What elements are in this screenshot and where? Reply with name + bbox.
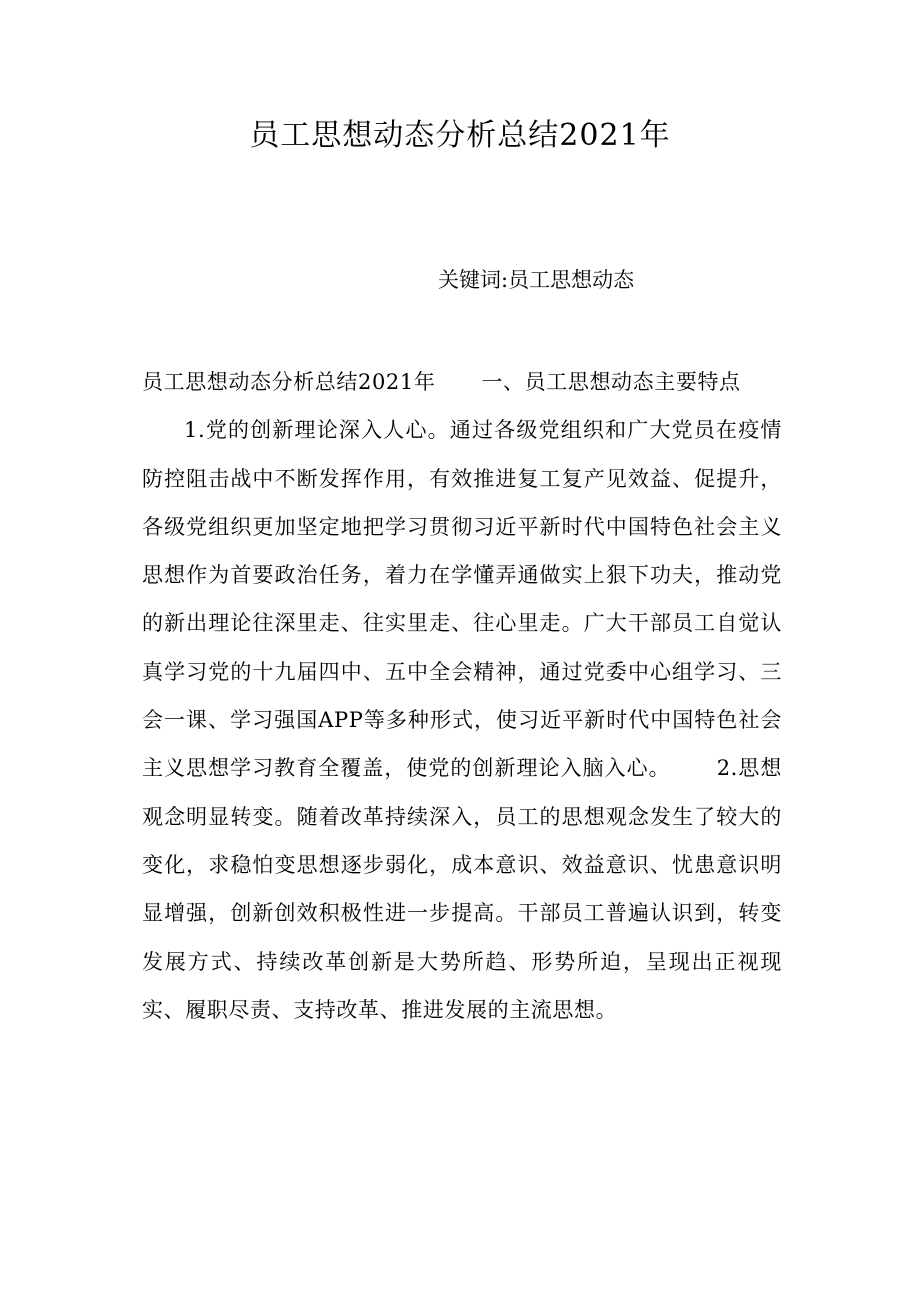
intro-paragraph [142,358,782,406]
keywords-line: 关键词:员工思想动态 [438,268,635,292]
body-paragraph [142,406,782,1034]
section-heading: 一、员工思想动态主要特点 [481,370,741,394]
document-body [142,358,782,1034]
paragraph-1: 1.党的创新理论深入人心。通过各级党组织和广大党员在疫情防控阻击战中不断发挥作用，有效推进复工复产见效益、促提升，各级党组织更加坚定地把学习贯彻习近平新时代中国特色社会主义思想作为首要政治任务，着力在学懂弄通做实上狠下功夫，推动党的新出理论往深里走、往实里走、往心里走。广大干部员工自觉认真学习党的十九届四中、五中全会精神，通过党委中心组学习、三会一课、学习强国APP等多种形式，使习近平新时代中国特色社会主义思想学习教育全覆盖，使党的创新理论入脑入心。 [142,418,782,781]
document-title: 员工思想动态分析总结2021年 [249,118,671,153]
paragraph-2: 2.思想观念明显转变。随着改革持续深入，员工的思想观念发生了较大的变化，求稳怕变思想逐步弱化，成本意识、效益意识、忧患意识明显增强，创新创效积极性进一步提高。干部员工普遍认识到，转变发展方式、持续改革创新是大势所趋、形势所迫，呈现出正视现实、履职尽责、支持改革、推进发展的主流思想。 [142,756,782,1022]
intro-title: 员工思想动态分析总结2021年 [142,370,436,394]
